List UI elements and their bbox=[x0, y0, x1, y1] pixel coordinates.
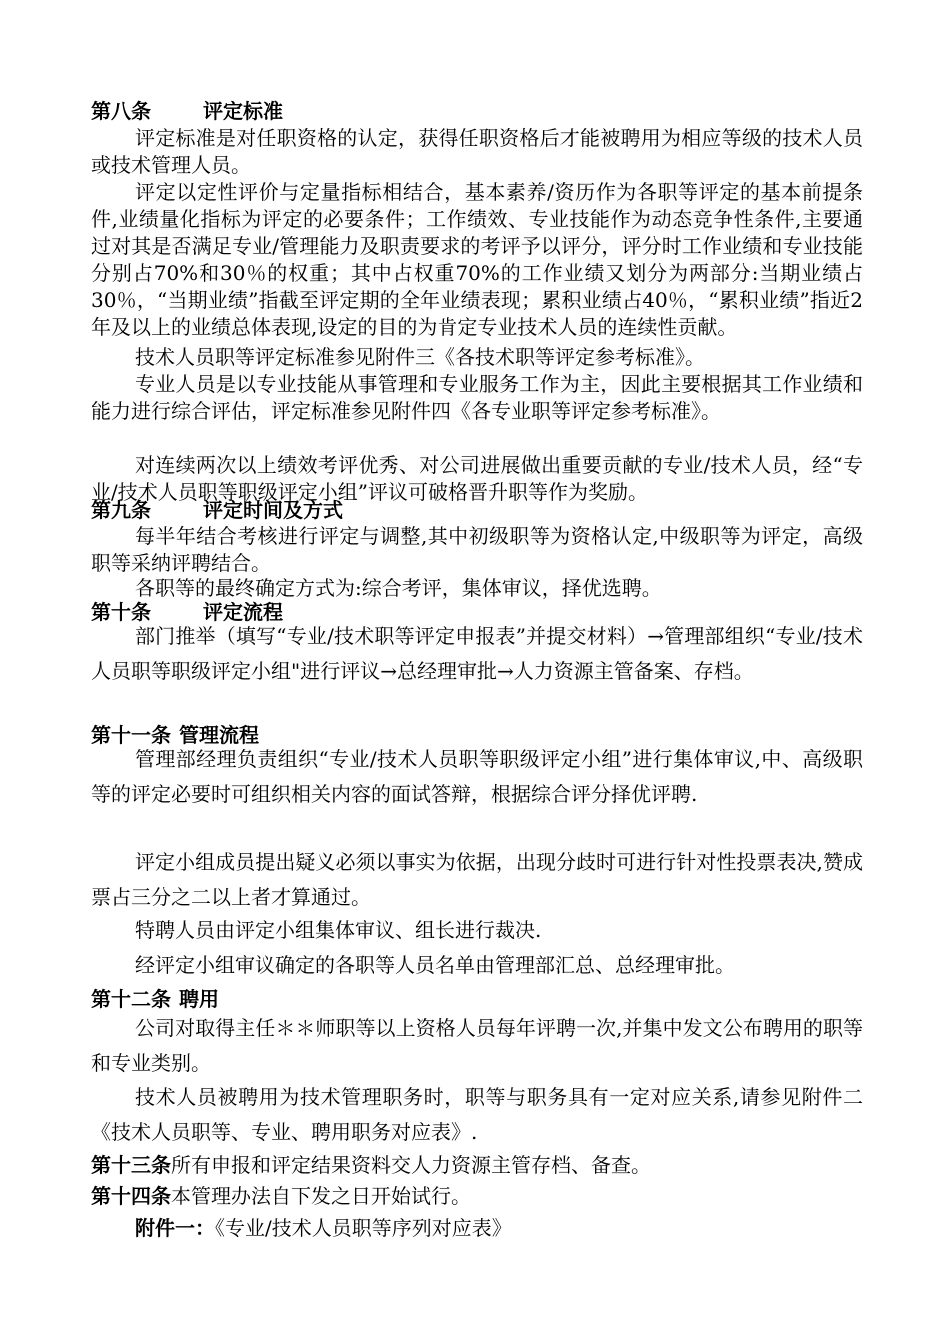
article14-text: 本管理办法自下发之日开始试行。 bbox=[171, 1184, 471, 1208]
article9-paragraph-2: 各职等的最终确定方式为:综合考评，集体审议，择优选聘。 bbox=[135, 576, 662, 600]
article9-heading bbox=[91, 497, 863, 524]
article11-paragraph-4: 经评定小组审议确定的各职等人员名单由管理部汇总、总经理审批。 bbox=[135, 953, 735, 977]
article8-paragraph-1: 评定标准是对任职资格的认定，获得任职资格后才能被聘用为相应等级的技术人员或技术管理人员。 bbox=[91, 126, 863, 177]
article8-title: 评定标准 bbox=[203, 99, 283, 123]
article9-title: 评定时间及方式 bbox=[203, 498, 343, 522]
article13-number: 第十三条 bbox=[91, 1153, 171, 1177]
article9-paragraph-1: 每半年结合考核进行评定与调整,其中初级职等为资格认定,中级职等为评定，高级职等采纳评聘结合。 bbox=[91, 524, 863, 575]
article11-paragraph-2: 评定小组成员提出疑义必须以事实为依据，出现分歧时可进行针对性投票表决,赞成票占三分之二以上者才算通过。 bbox=[91, 850, 863, 909]
article11-paragraph-1: 管理部经理负责组织“专业/技术人员职等职级评定小组”进行集体审议,中、高级职等的评定必要时可组织相关内容的面试答辩，根据综合评分择优评聘. bbox=[91, 747, 863, 806]
article9-number: 第九条 bbox=[91, 498, 151, 522]
article8-paragraph-4: 专业人员是以专业技能从事管理和专业服务工作为主，因此主要根据其工作业绩和能力进行综合评估，评定标准参见附件四《各专业职等评定参考标准》。 bbox=[91, 372, 863, 423]
attachment-text: 《专业/技术人员职等序列对应表》 bbox=[215, 1216, 512, 1240]
attachment-line bbox=[91, 1215, 863, 1242]
article12-title: 聘用 bbox=[179, 987, 219, 1011]
article13-text: 所有申报和评定结果资料交人力资源主管存档、备查。 bbox=[171, 1153, 651, 1177]
article8-paragraph-5: 对连续两次以上绩效考评优秀、对公司进展做出重要贡献的专业/技术人员，经“专业/技术人员职等职级评定小组”评议可破格晋升职等作为奖励。 bbox=[91, 453, 863, 504]
article11-title: 管理流程 bbox=[179, 723, 259, 747]
article8-heading bbox=[91, 98, 863, 125]
article11-number: 第十一条 bbox=[91, 723, 171, 747]
article12-paragraph-1: 公司对取得主任＊＊师职等以上资格人员每年评聘一次,并集中发文公布聘用的职等和专业类别。 bbox=[91, 1016, 863, 1075]
article12-heading bbox=[91, 986, 863, 1013]
article8-paragraph-3: 技术人员职等评定标准参见附件三《各技术职等评定参考标准》。 bbox=[135, 345, 705, 369]
article8-paragraph-2: 评定以定性评价与定量指标相结合，基本素养/资历作为各职等评定的基本前提条件,业绩量化指标为评定的必要条件；工作绩效、专业技能作为动态竞争性条件,主要通过对其是否满足专业/管理能力及职责要求的考评予以评分，评分时工作业绩和专业技能分别占70%和30％的权重；其中占权重70%的工作业绩又划分为两部分:当期业绩占30％，“当期业绩”指截至评定期的全年业绩表现；累积业绩占40％，“累积业绩”指近2年及以上的业绩总体表现,设定的目的为肯定专业技术人员的连续性贡献。 bbox=[91, 180, 863, 339]
article12-paragraph-2: 技术人员被聘用为技术管理职务时，职等与职务具有一定对应关系,请参见附件二《技术人员职等、专业、聘用职务对应表》. bbox=[91, 1085, 863, 1144]
article13-line bbox=[91, 1152, 863, 1179]
attachment-label: 附件一： bbox=[135, 1216, 215, 1240]
article10-title: 评定流程 bbox=[203, 600, 283, 624]
article14-number: 第十四条 bbox=[91, 1184, 171, 1208]
article12-number: 第十二条 bbox=[91, 987, 171, 1011]
article10-number: 第十条 bbox=[91, 600, 151, 624]
article8-number: 第八条 bbox=[91, 99, 151, 123]
article10-paragraph-1: 部门推举（填写“专业/技术职等评定申报表”并提交材料）→管理部组织“专业/技术人员职等职级评定小组"进行评议→总经理审批→人力资源主管备案、存档。 bbox=[91, 624, 863, 683]
article11-paragraph-3: 特聘人员由评定小组集体审议、组长进行裁决. bbox=[135, 918, 542, 942]
article14-line bbox=[91, 1183, 863, 1210]
